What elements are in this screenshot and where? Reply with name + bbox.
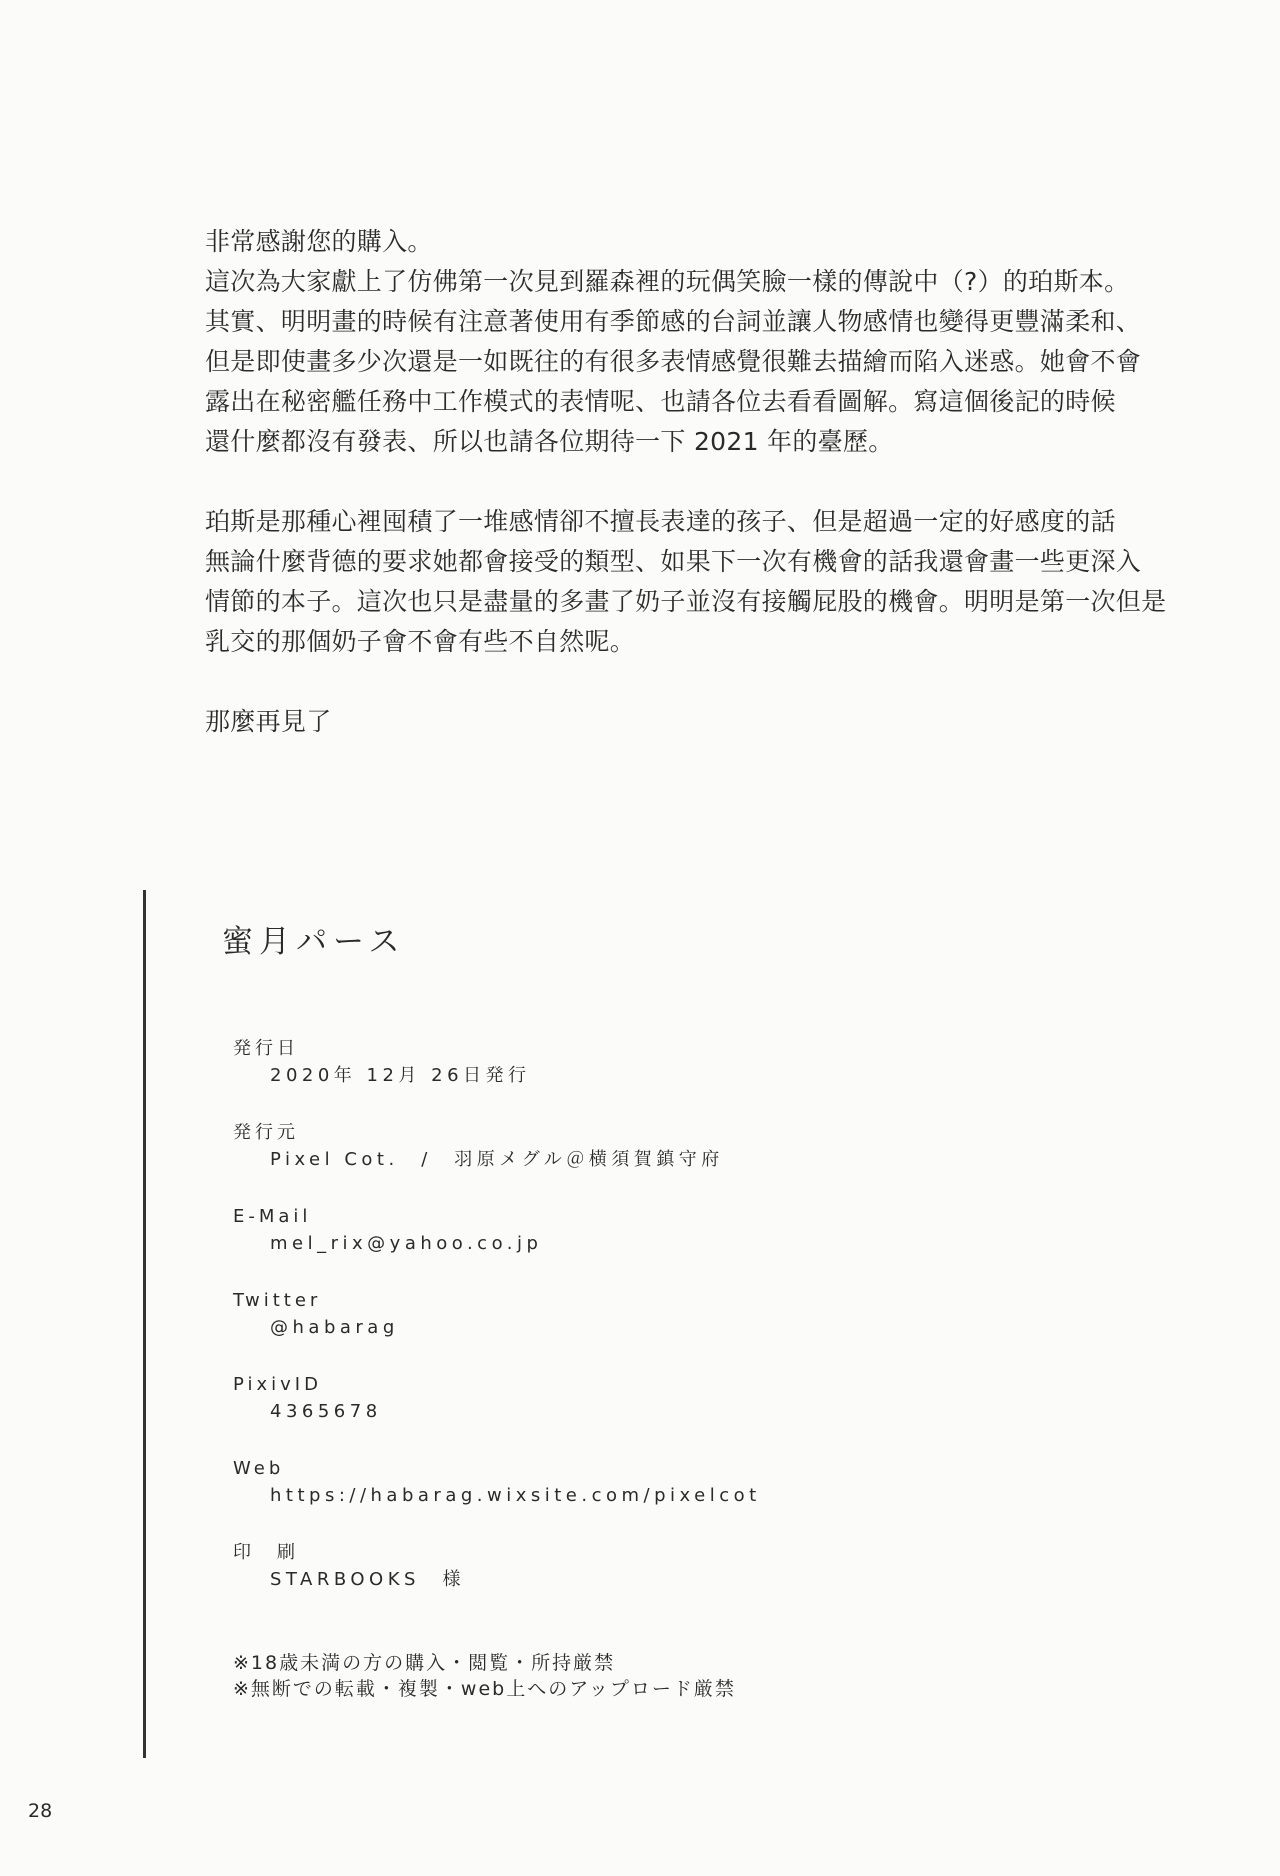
pixiv-id: 4365678	[270, 1401, 382, 1422]
info-label: Web	[233, 1458, 285, 1479]
text-line: 這次為大家獻上了仿佛第一次見到羅森裡的玩偶笑臉一樣的傳說中（?）的珀斯本。	[205, 267, 1130, 296]
info-twitter	[233, 1288, 933, 1342]
info-printer	[233, 1540, 933, 1594]
info-email	[233, 1204, 933, 1258]
info-pixiv	[233, 1372, 933, 1426]
text-line: 非常感謝您的購入。	[205, 227, 433, 256]
text-line: 乳交的那個奶子會不會有些不自然呢。	[205, 627, 636, 656]
text-line: 珀斯是那種心裡囤積了一堆感情卻不擅長表達的孩子、但是超過一定的好感度的話	[205, 507, 1116, 536]
text-line: 還什麼都沒有發表、所以也請各位期待一下 2021 年的臺歷。	[205, 427, 894, 456]
info-label: 発行元	[233, 1122, 299, 1143]
colophon-info	[233, 1036, 933, 1624]
legal-note: ※無断での転載・複製・web上へのアップロード厳禁	[233, 1678, 736, 1700]
info-label: 印 刷	[233, 1542, 299, 1563]
afterword-paragraph-2	[205, 502, 1167, 662]
colophon-divider	[143, 890, 146, 1758]
info-value: 2020年 12月 26日発行	[270, 1065, 531, 1086]
text-line: 其實、明明畫的時候有注意著使用有季節感的台詞並讓人物感情也變得更豐滿柔和、	[205, 307, 1142, 336]
afterword-paragraph-1	[205, 222, 1142, 462]
info-label: 発行日	[233, 1038, 299, 1059]
book-title: 蜜月パース	[222, 924, 406, 960]
info-label: Twitter	[233, 1290, 322, 1311]
legal-notes	[233, 1650, 736, 1702]
afterword	[205, 222, 1167, 742]
info-label: PixivID	[233, 1374, 322, 1395]
info-web	[233, 1456, 933, 1510]
info-label: E-Mail	[233, 1206, 312, 1227]
text-line: 露出在秘密艦任務中工作模式的表情呢、也請各位去看看圖解。寫這個後記的時候	[205, 387, 1116, 416]
info-publisher	[233, 1120, 933, 1174]
text-line: 情節的本子。這次也只是盡量的多畫了奶子並沒有接觸屁股的機會。明明是第一次但是	[205, 587, 1167, 616]
legal-note: ※18歳未満の方の購入・閲覧・所持厳禁	[233, 1652, 616, 1674]
email-address: mel_rix@yahoo.co.jp	[270, 1233, 543, 1254]
info-publish-date	[233, 1036, 933, 1090]
web-url: https://habarag.wixsite.com/pixelcot	[270, 1485, 761, 1506]
text-line: 無論什麼背德的要求她都會接受的類型、如果下一次有機會的話我還會畫一些更深入	[205, 547, 1142, 576]
text-line: 但是即使畫多少次還是一如既往的有很多表情感覺很難去描繪而陷入迷惑。她會不會	[205, 347, 1142, 376]
info-value: Pixel Cot. / 羽原メグル＠横須賀鎮守府	[270, 1149, 724, 1170]
page-number: 28	[28, 1800, 53, 1822]
closing-line: 那麼再見了	[205, 707, 332, 736]
info-value: STARBOOKS 様	[270, 1569, 465, 1590]
twitter-handle: @habarag	[270, 1317, 399, 1338]
